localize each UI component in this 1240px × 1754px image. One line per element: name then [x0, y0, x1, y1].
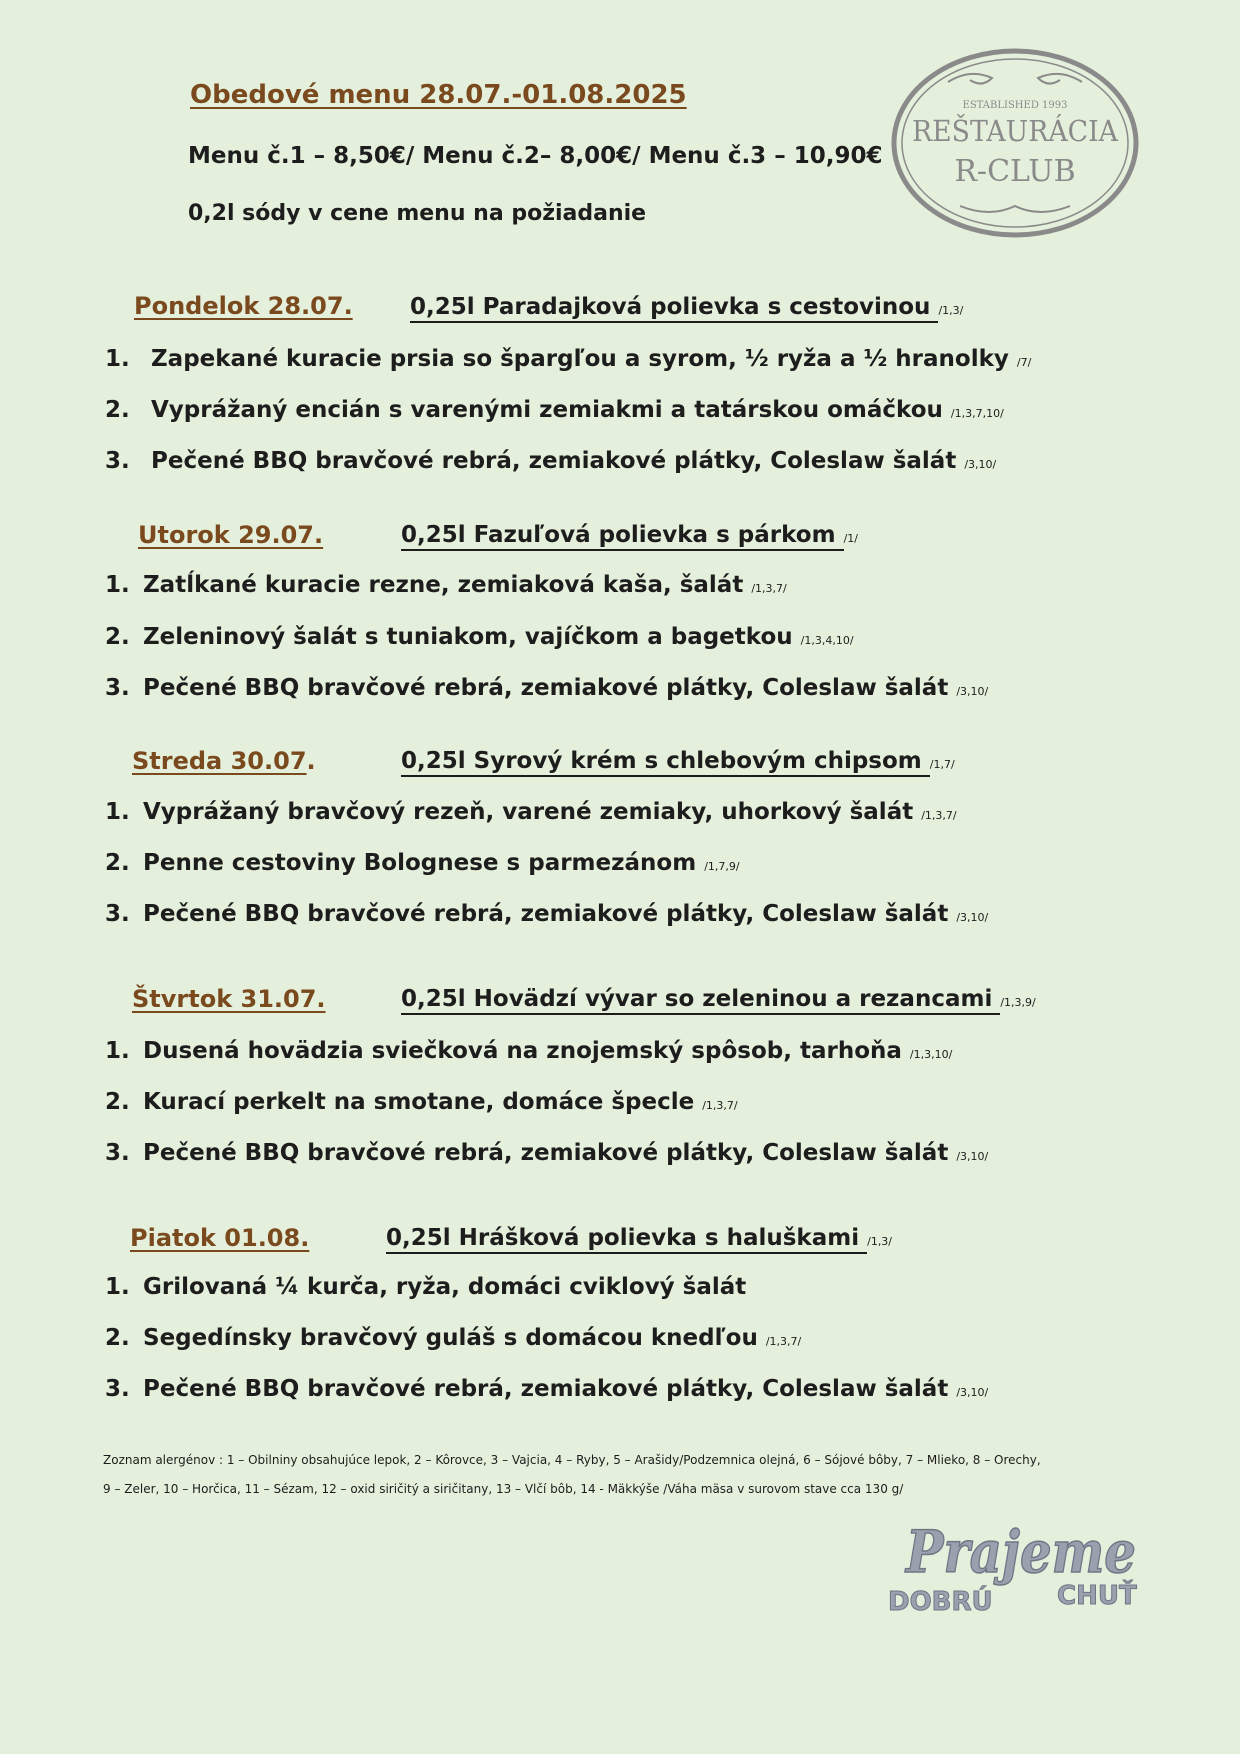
item-number: 3.: [105, 675, 130, 701]
item-text: Grilovaná ¼ kurča, ryža, domáci cviklový šalát: [143, 1274, 747, 1300]
item-number: 2.: [105, 397, 130, 423]
item-number: 2.: [105, 624, 130, 650]
closing-right: CHUŤ: [1057, 1581, 1137, 1611]
menu-item: [105, 1325, 801, 1351]
item-allergens: /3,10/: [956, 911, 989, 924]
menu-title: Obedové menu 28.07.-01.08.2025: [190, 80, 687, 110]
soup-friday: [386, 1225, 892, 1251]
item-allergens: /1,3,7/: [765, 1335, 802, 1348]
menu-item: [105, 850, 740, 876]
item-allergens: /7/: [1016, 356, 1032, 369]
item-text: Pečené BBQ bravčové rebrá, zemiakové plátky, Coleslaw šalát: [143, 1140, 957, 1166]
soup-wednesday: [401, 748, 955, 774]
soup-allergens: /1/: [843, 532, 858, 545]
day-name-suffix: .: [306, 747, 316, 775]
item-number: 3.: [105, 1140, 130, 1166]
item-allergens: /1,3,4,10/: [800, 634, 854, 647]
soda-note: 0,2l sódy v cene menu na požiadanie: [188, 201, 647, 226]
menu-item: [105, 624, 854, 650]
day-tuesday: [138, 521, 323, 549]
item-number: 2.: [105, 1325, 130, 1351]
menu-item: [105, 675, 988, 701]
item-text: Zeleninový šalát s tuniakom, vajíčkom a bagetkou: [143, 624, 801, 650]
item-number: 1.: [105, 1038, 130, 1064]
day-name: Utorok 29.07.: [138, 521, 324, 549]
soup-tuesday: [401, 522, 858, 548]
day-name: Streda 30.07: [132, 747, 307, 775]
allergen-list-line2: 9 – Zeler, 10 – Horčica, 11 – Sézam, 12 – oxid siričitý a siričitany, 13 – Vlčí bôb, 14 - Mäkkýše /Váha mäsa v surovom stave cca 130 g/: [103, 1482, 904, 1496]
menu-item: [105, 1140, 988, 1166]
soup-name: 0,25l Fazuľová polievka s párkom: [401, 522, 844, 551]
item-number: 3.: [105, 1376, 130, 1402]
menu-item: [105, 1376, 988, 1402]
day-name: Piatok 01.08.: [130, 1224, 310, 1252]
item-allergens: /1,3,10/: [909, 1048, 953, 1061]
menu-item: [105, 448, 996, 474]
menu-item: [105, 799, 957, 825]
item-number: 1.: [105, 346, 130, 372]
soup-name: 0,25l Hovädzí vývar so zeleninou a rezancami: [401, 986, 1000, 1015]
item-text: Dusená hovädzia sviečková na znojemský spôsob, tarhoňa: [143, 1038, 910, 1064]
closing-greeting: [885, 1492, 1153, 1622]
day-friday: [130, 1224, 309, 1252]
menu-prices: Menu č.1 – 8,50€/ Menu č.2– 8,00€/ Menu č.3 – 10,90€: [188, 143, 883, 169]
day-thursday: [132, 985, 326, 1013]
item-allergens: /1,3,7,10/: [950, 407, 1004, 420]
item-number: 1.: [105, 572, 130, 598]
item-allergens: /3,10/: [956, 1386, 989, 1399]
item-text: Zatĺkané kuracie rezne, zemiaková kaša, šalát: [143, 572, 752, 598]
soup-name: 0,25l Syrový krém s chlebovým chipsom: [401, 748, 930, 777]
soup-allergens: /1,3/: [938, 304, 964, 317]
menu-item: [105, 572, 787, 598]
logo-established: ESTABLISHED 1993: [962, 100, 1068, 111]
item-number: 2.: [105, 850, 130, 876]
item-text: Segedínsky bravčový guláš s domácou knedľou: [143, 1325, 766, 1351]
item-number: 1.: [105, 1274, 130, 1300]
item-number: 2.: [105, 1089, 130, 1115]
item-allergens: /3,10/: [956, 685, 989, 698]
item-text: Pečené BBQ bravčové rebrá, zemiakové plátky, Coleslaw šalát: [143, 675, 957, 701]
item-text: Vyprážaný bravčový rezeň, varené zemiaky, uhorkový šalát: [143, 799, 922, 825]
allergen-list-line1: Zoznam alergénov : 1 – Obilniny obsahujúce lepok, 2 – Kôrovce, 3 – Vajcia, 4 – Ryby, 5 – Arašidy/Podzemnica olejná, 6 – Sójové bôby, 7 – Mlieko, 8 – Orechy,: [103, 1453, 1041, 1467]
item-number: 3.: [105, 448, 130, 474]
item-number: 1.: [105, 799, 130, 825]
item-allergens: /1,3,7/: [751, 582, 787, 595]
closing-script: Prajeme: [904, 1518, 1136, 1586]
item-text: Penne cestoviny Bolognese s parmezánom: [143, 850, 705, 876]
soup-thursday: [401, 986, 1036, 1012]
item-text: Pečené BBQ bravčové rebrá, zemiakové plátky, Coleslaw šalát: [143, 1376, 957, 1402]
item-text: Pečené BBQ bravčové rebrá, zemiakové plátky, Coleslaw šalát: [151, 448, 965, 474]
item-allergens: /1,3,7/: [702, 1099, 738, 1112]
restaurant-logo: [890, 46, 1140, 240]
menu-item: [105, 1274, 746, 1300]
item-text: Kurací perkelt na smotane, domáce špecle: [143, 1089, 703, 1115]
menu-item: [105, 1089, 738, 1115]
soup-monday: [410, 294, 963, 320]
item-text: Zapekané kuracie prsia so špargľou a syrom, ½ ryža a ½ hranolky: [151, 346, 1017, 372]
menu-item: [105, 901, 988, 927]
item-allergens: /3,10/: [956, 1150, 989, 1163]
day-name: Štvrtok 31.07.: [132, 985, 326, 1013]
day-name: Pondelok 28.07.: [134, 292, 353, 320]
menu-item: [105, 397, 1004, 423]
day-monday: [134, 292, 353, 320]
menu-item: [105, 346, 1031, 372]
item-text: Pečené BBQ bravčové rebrá, zemiakové plátky, Coleslaw šalát: [143, 901, 957, 927]
menu-item: [105, 1038, 952, 1064]
logo-line1: REŠTAURÁCIA: [912, 114, 1136, 148]
soup-name: 0,25l Hrášková polievka s haluškami: [386, 1225, 867, 1254]
soup-allergens: /1,3,9/: [1000, 996, 1036, 1009]
item-text: Vyprážaný encián s varenými zemiakmi a tatárskou omáčkou: [151, 397, 951, 423]
logo-line2: R-CLUB: [954, 154, 1076, 189]
closing-left: DOBRÚ: [888, 1587, 993, 1617]
item-allergens: /3,10/: [964, 458, 997, 471]
item-allergens: /1,7,9/: [704, 860, 740, 873]
day-wednesday: [132, 747, 316, 775]
soup-allergens: /1,3/: [867, 1235, 893, 1248]
soup-allergens: /1,7/: [929, 758, 955, 771]
item-allergens: /1,3,7/: [921, 809, 957, 822]
soup-name: 0,25l Paradajková polievka s cestovinou: [410, 294, 938, 323]
item-number: 3.: [105, 901, 130, 927]
